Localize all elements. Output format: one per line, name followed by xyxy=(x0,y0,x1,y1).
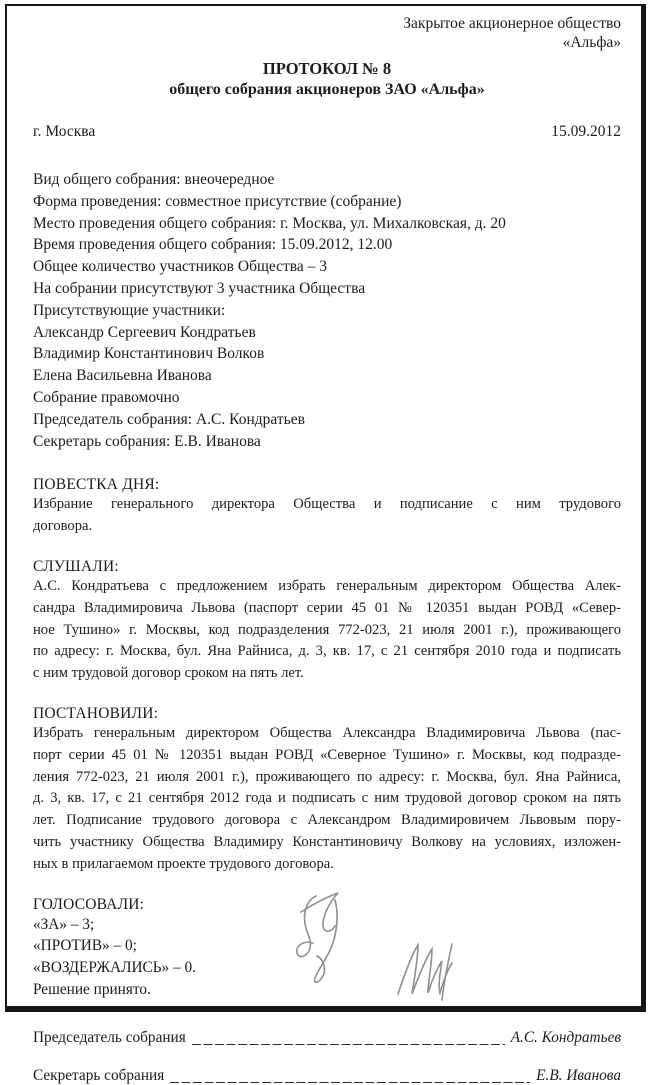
text-line: «ЗА» – 3; xyxy=(33,915,95,933)
section-resolved xyxy=(33,705,621,876)
page-content xyxy=(7,6,641,1084)
text-line: Присутствующие участники: xyxy=(33,301,226,319)
text-line: Избрать генеральным директором Общества Александра Владимировича Львова (пас- xyxy=(33,724,621,741)
text-line: по адресу: г. Москва, бул. Яна Райниса, д. 3, кв. 17, с 21 сентября 2010 года и подписать xyxy=(33,643,621,660)
date-label: 15.09.2012 xyxy=(551,123,621,140)
chairman-role-label: Председатель собрания xyxy=(33,1028,186,1046)
city-label: г. Москва xyxy=(33,123,96,140)
secretary-signature-line xyxy=(170,1071,530,1083)
section-voted xyxy=(33,896,621,1001)
secretary-role-label: Секретарь собрания xyxy=(33,1066,165,1084)
text-line: Председатель собрания: А.С. Кондратьев xyxy=(33,410,305,428)
section-heard xyxy=(33,558,621,685)
text-line: Собрание правомочно xyxy=(33,388,180,406)
text-line: ных в прилагаемом проекте трудового договора. xyxy=(33,855,334,872)
text-line: д. 3, кв. 17, с 21 сентября 2012 года и подписать с ним трудовой договор сроком на пять xyxy=(33,790,621,807)
text-line: «ВОЗДЕРЖАЛИСЬ» – 0. xyxy=(33,959,196,977)
company-name-line1: Закрытое акционерное общество xyxy=(403,15,621,32)
heard-heading: СЛУШАЛИ: xyxy=(33,557,119,575)
text-line: А.С. Кондратьева с предложением избрать генеральным директором Общества Алек- xyxy=(33,577,621,594)
chairman-signature-line xyxy=(192,1033,505,1045)
chairman-signature-row xyxy=(33,1029,621,1047)
chairman-name: А.С. Кондратьев xyxy=(510,1028,621,1046)
text-line: Вид общего собрания: внеочередное xyxy=(33,171,275,188)
text-line: На собрании присутствуют 3 участника Общества xyxy=(33,279,366,297)
page-frame-border xyxy=(5,4,646,1084)
secretary-signature-row xyxy=(33,1067,621,1085)
text-line: чить участнику Общества Владимиру Константиновичу Волкову на условиях, изложен- xyxy=(33,833,621,850)
text-line: Время проведения общего собрания: 15.09.2012, 12.00 xyxy=(33,236,393,254)
text-line: лет. Подписание трудового договора с Александром Владимировичем Львовым пору- xyxy=(33,812,621,829)
meeting-meta-block xyxy=(33,169,621,452)
company-header xyxy=(33,14,621,52)
resolved-heading: ПОСТАНОВИЛИ: xyxy=(33,704,159,722)
text-line: Александр Сергеевич Кондратьев xyxy=(33,323,256,341)
text-line: «ПРОТИВ» – 0; xyxy=(33,937,137,955)
company-name-line2: «Альфа» xyxy=(562,34,621,51)
text-line: Общее количество участников Общества – 3 xyxy=(33,258,328,276)
text-line: ное Тушино» г. Москвы, код подразделения 772-023, 21 июля 2001 г.), проживающего xyxy=(33,621,621,638)
text-line: договора. xyxy=(33,518,93,535)
document-subtitle: общего собрания акционеров ЗАО «Альфа» xyxy=(169,81,485,98)
resolved-paragraph xyxy=(33,723,621,876)
agenda-heading: ПОВЕСТКА ДНЯ: xyxy=(33,476,160,494)
text-line: порт серии 45 01 № 120351 выдан РОВД «Северное Тушино» г. Москвы, код подразде- xyxy=(33,746,621,763)
section-agenda xyxy=(33,476,621,538)
text-line: Форма проведения: совместное присутствие (собрание) xyxy=(33,192,402,210)
text-line: сандра Владимировича Львова (паспорт серии 45 01 № 120351 выдан РОВД «Север- xyxy=(33,599,621,616)
text-line: с ним трудовой договор сроком на пять лет. xyxy=(33,665,304,682)
text-line: Избрание генерального директора Общества и подписание с ним трудового xyxy=(33,496,621,513)
agenda-paragraph xyxy=(33,494,621,538)
document-title: ПРОТОКОЛ № 8 xyxy=(262,59,392,78)
city-date-row xyxy=(33,123,621,141)
heard-paragraph xyxy=(33,576,621,685)
text-line: Место проведения общего собрания: г. Москва, ул. Михалковская, д. 20 xyxy=(33,214,506,232)
text-line: Елена Васильевна Иванова xyxy=(33,367,212,385)
text-line: ления 772-023, 21 июля 2001 г.), проживающего по адресу: г. Москва, бул. Яна Райниса, xyxy=(33,768,621,785)
text-line: Владимир Константинович Волков xyxy=(33,345,265,363)
voted-heading: ГОЛОСОВАЛИ: xyxy=(33,895,145,913)
text-line: Решение принято. xyxy=(33,980,151,998)
vote-results xyxy=(33,914,621,1001)
secretary-name: Е.В. Иванова xyxy=(536,1066,621,1084)
text-line: Секретарь собрания: Е.В. Иванова xyxy=(33,432,261,450)
